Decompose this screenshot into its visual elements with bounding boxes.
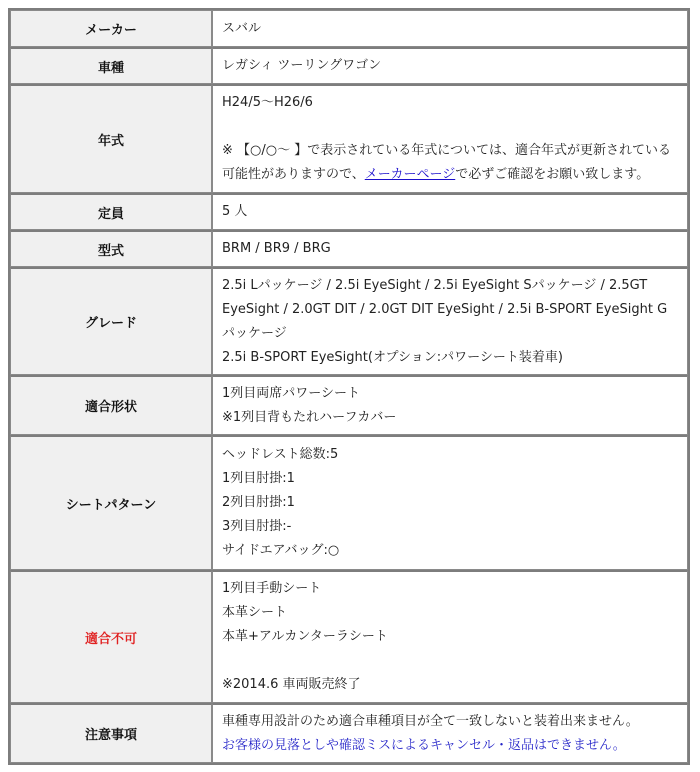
label-maker: メーカー <box>10 10 212 47</box>
table-row-capacity <box>10 193 688 230</box>
value-seat-pattern: ヘッドレスト総数:5 1列目肘掛:1 2列目肘掛:1 3列目肘掛:- サイドエアバッグ:○ <box>212 435 688 570</box>
table-row-seat-pattern <box>10 435 688 570</box>
value-maker: スバル <box>212 10 688 47</box>
maker-page-link[interactable]: メーカーページ <box>364 167 456 182</box>
value-model: レガシィ ツーリングワゴン <box>212 47 688 84</box>
value-year <box>212 84 688 193</box>
label-model: 車種 <box>10 47 212 84</box>
table-row-year <box>10 84 688 193</box>
label-seat-pattern: シートパターン <box>10 435 212 570</box>
sales-end-note: ※2014.6 車両販売終了 <box>222 677 361 692</box>
grade-list: 2.5i Lパッケージ / 2.5i EyeSight / 2.5i EyeSight Sパッケージ / 2.5GT EyeSight / 2.0GT DIT / 2.0GT DIT EyeSight / 2.5i B-SPORT EyeSight Gパッケージ <box>222 277 668 341</box>
table-row-maker <box>10 10 688 47</box>
value-model-code: BRM / BR9 / BRG <box>212 230 688 267</box>
label-model-code: 型式 <box>10 230 212 267</box>
grade-option: 2.5i B-SPORT EyeSight(オプション:パワーシート装着車) <box>222 349 563 365</box>
year-note: ※ 【○/○～ 】で表示されている年式については、適合年式が更新されている可能性がありますので、メーカーページで必ずご確認をお願い致します。 <box>222 143 671 182</box>
table-row-fit-type <box>10 375 688 435</box>
table-row-notes <box>10 703 688 763</box>
label-notes: 注意事項 <box>10 703 212 763</box>
table-row-model-code <box>10 230 688 267</box>
value-incompatible: 1列目手動シート 本革シート 本革+アルカンターラシート ※2014.6 車両販売終了 <box>212 570 688 703</box>
label-incompatible: 適合不可 <box>10 570 212 703</box>
value-capacity: 5 人 <box>212 193 688 230</box>
year-range: H24/5～H26/6 <box>222 95 313 110</box>
notes-fitment-warning: 車種専用設計のため適合車種項目が全て一致しないと装着出来ません。 <box>222 713 639 729</box>
label-grade: グレード <box>10 267 212 375</box>
value-grade <box>212 267 688 375</box>
label-year: 年式 <box>10 84 212 193</box>
table-row-model <box>10 47 688 84</box>
table-row-grade <box>10 267 688 375</box>
value-fit-type: 1列目両席パワーシート ※1列目背もたれハーフカバー <box>212 375 688 435</box>
table-row-incompatible <box>10 570 688 703</box>
vehicle-fitment-table <box>8 8 690 765</box>
notes-no-return-warning: お客様の見落としや確認ミスによるキャンセル・返品はできません。 <box>222 737 626 753</box>
label-fit-type: 適合形状 <box>10 375 212 435</box>
label-capacity: 定員 <box>10 193 212 230</box>
value-notes <box>212 703 688 763</box>
